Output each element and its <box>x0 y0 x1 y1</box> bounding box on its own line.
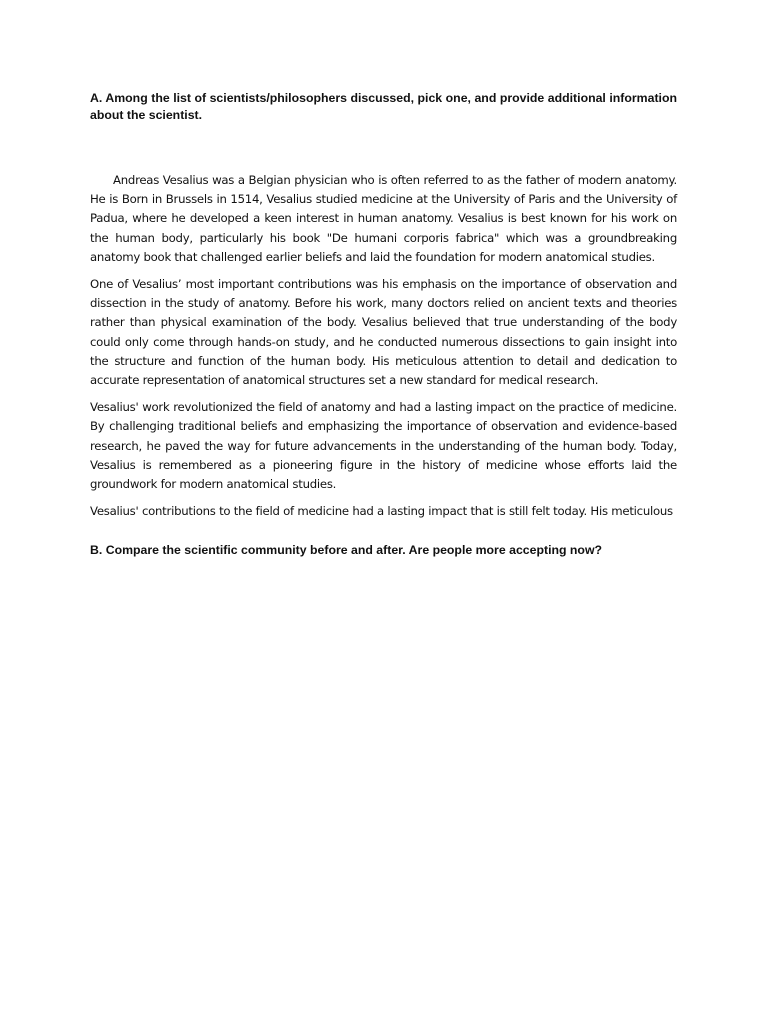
answer-paragraph-2: One of Vesalius’ most important contributions was his emphasis on the importance of observation and dissection in the study of anatomy. Before his work, many doctors relied on ancient texts and theories rather than physical examination of the body. Vesalius believed that true understanding of the body could only come through hands-on study, and he conducted numerous dissections to gain insight into the structure and function of the human body. His meticulous attention to detail and dedication to accurate representation of anatomical structures set a new standard for medical research. <box>90 277 677 388</box>
question-a-heading: A. Among the list of scientists/philosophers discussed, pick one, and provide additional information about the scientist. <box>90 91 677 122</box>
answer-paragraph-4: Vesalius' contributions to the field of medicine had a lasting impact that is still felt today. His meticulous <box>90 504 673 519</box>
answer-body <box>90 171 677 521</box>
question-b-heading: B. Compare the scientific community before and after. Are people more accepting now? <box>90 543 603 558</box>
document-page <box>90 90 677 559</box>
answer-paragraph-1: Andreas Vesalius was a Belgian physician who is often referred to as the father of modern anatomy. He is Born in Brussels in 1514, Vesalius studied medicine at the University of Paris and the University of Padua, where he developed a keen interest in human anatomy. Vesalius is best known for his work on the human body, particularly his book "De humani corporis fabrica" which was a groundbreaking anatomy book that challenged earlier beliefs and laid the foundation for modern anatomical studies. <box>90 173 677 264</box>
answer-paragraph-3: Vesalius' work revolutionized the field of anatomy and had a lasting impact on the practice of medicine. By challenging traditional beliefs and emphasizing the importance of observation and evidence-based research, he paved the way for future advancements in the understanding of the human body. Today, Vesalius is remembered as a pioneering figure in the history of medicine whose efforts laid the groundwork for modern anatomical studies. <box>90 400 677 492</box>
